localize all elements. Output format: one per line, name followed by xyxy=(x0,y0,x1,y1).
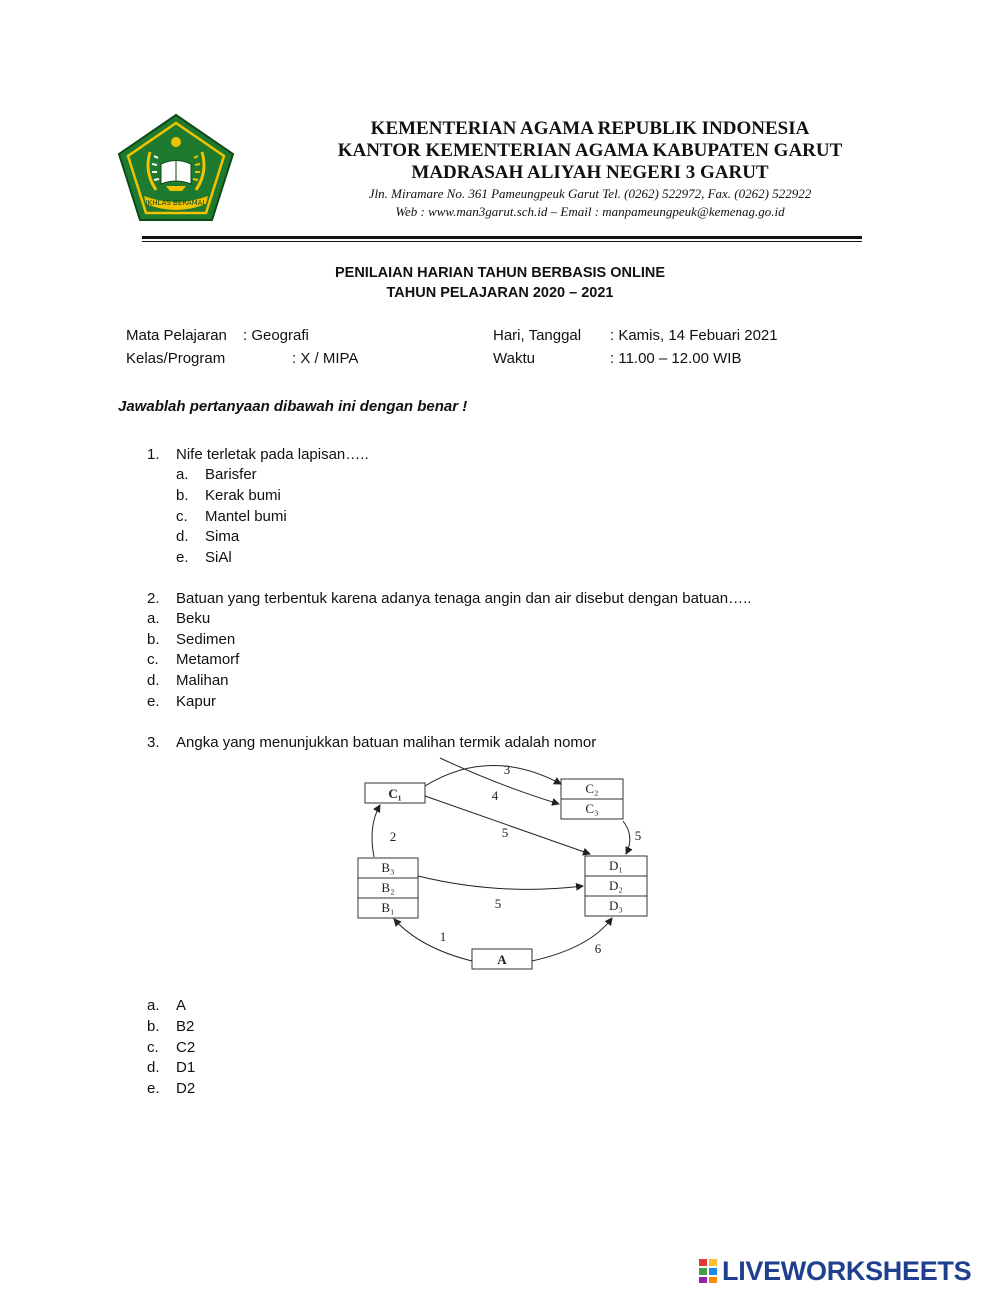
header-divider-thin xyxy=(142,241,862,242)
question-number: 2. xyxy=(147,590,160,607)
option-letter: b. xyxy=(176,487,189,504)
label-5-middle: 5 xyxy=(494,896,502,911)
box-d2-label: D₂ xyxy=(609,878,623,893)
option-letter: c. xyxy=(147,1039,159,1056)
option-text: Kerak bumi xyxy=(205,487,281,504)
label-5-right: 5 xyxy=(634,828,642,843)
brand-name: LIVEWORKSHEETS xyxy=(722,1255,972,1286)
label-5-top: 5 xyxy=(501,825,509,840)
option-letter: d. xyxy=(176,528,189,545)
question-text: Nife terletak pada lapisan….. xyxy=(176,446,369,463)
label-6: 6 xyxy=(594,941,602,956)
option-text: Mantel bumi xyxy=(205,508,287,525)
exam-title: PENILAIAN HARIAN TAHUN BERBASIS ONLINE xyxy=(334,265,666,281)
arrow-4 xyxy=(440,758,559,804)
exam-year: TAHUN PELAJARAN 2020 – 2021 xyxy=(386,285,614,301)
question-number: 3. xyxy=(147,734,160,751)
subject-value: : Geografi xyxy=(243,327,309,344)
option-letter: a. xyxy=(176,466,189,483)
subject-label: Mata Pelajaran xyxy=(126,327,227,344)
option-letter: d. xyxy=(147,1059,160,1076)
liveworksheets-brand[interactable] xyxy=(698,1254,971,1288)
option-letter: d. xyxy=(147,672,160,689)
question-number: 1. xyxy=(147,446,160,463)
class-value: : X / MIPA xyxy=(292,350,359,367)
box-c2-label: C₂ xyxy=(585,781,599,796)
option-letter: e. xyxy=(176,549,189,566)
time-value: : 11.00 – 12.00 WIB xyxy=(610,350,742,367)
box-c1-label: C₁ xyxy=(388,786,402,801)
question-text: Angka yang menunjukkan batuan malihan termik adalah nomor xyxy=(176,734,597,751)
box-d3-label: D₃ xyxy=(609,898,623,913)
option-text: Sima xyxy=(205,528,240,545)
class-label: Kelas/Program xyxy=(126,350,226,367)
option-letter: e. xyxy=(147,1080,160,1097)
arrow-1 xyxy=(394,919,472,961)
label-3: 3 xyxy=(503,762,511,777)
box-b1-label: B₁ xyxy=(381,900,395,915)
box-d1-label: D₁ xyxy=(609,858,623,873)
arrow-5-right xyxy=(623,821,630,854)
option-text: Malihan xyxy=(176,672,229,689)
arrow-2 xyxy=(372,805,380,857)
option-text: Kapur xyxy=(176,693,217,710)
liveworksheets-logo-icon xyxy=(698,1258,718,1284)
box-c3-label: C₃ xyxy=(585,801,599,816)
option-text: B2 xyxy=(176,1018,195,1035)
label-1: 1 xyxy=(439,929,447,944)
header-web: Web : www.man3garut.sch.id – Email : manpameungpeuk@kemenag.go.id xyxy=(395,204,785,219)
label-2: 2 xyxy=(389,829,397,844)
time-label: Waktu xyxy=(493,350,535,367)
question-text: Batuan yang terbentuk karena adanya tenaga angin dan air disebut dengan batuan….. xyxy=(176,590,752,607)
option-text: D2 xyxy=(176,1080,196,1097)
option-text: A xyxy=(176,997,187,1014)
option-letter: b. xyxy=(147,631,160,648)
option-text: SiAl xyxy=(205,549,232,566)
box-b3-label: B₃ xyxy=(381,860,395,875)
option-letter: c. xyxy=(147,651,159,668)
header-divider-thick xyxy=(142,236,862,239)
option-text: Beku xyxy=(176,610,211,627)
arrow-5-middle xyxy=(418,876,583,889)
option-letter: a. xyxy=(147,997,160,1014)
label-4: 4 xyxy=(491,788,499,803)
day-value: : Kamis, 14 Febuari 2021 xyxy=(610,327,778,344)
option-letter: c. xyxy=(176,508,188,525)
arrow-3 xyxy=(425,765,561,786)
option-text: Metamorf xyxy=(176,651,240,668)
instruction: Jawablah pertanyaan dibawah ini dengan benar ! xyxy=(118,398,468,415)
option-letter: e. xyxy=(147,693,160,710)
option-text: D1 xyxy=(176,1059,196,1076)
header-office: KANTOR KEMENTERIAN AGAMA KABUPATEN GARUT xyxy=(337,140,843,161)
header-school: MADRASAH ALIYAH NEGERI 3 GARUT xyxy=(411,162,769,183)
box-a-label: A xyxy=(497,952,507,967)
option-text: C2 xyxy=(176,1039,196,1056)
day-label: Hari, Tanggal xyxy=(493,327,582,344)
header-ministry: KEMENTERIAN AGAMA REPUBLIK INDONESIA xyxy=(370,118,810,139)
option-letter: a. xyxy=(147,610,160,627)
logo-motto: IKHLAS BERAMAL xyxy=(145,199,207,207)
box-b2-label: B₂ xyxy=(381,880,395,895)
rock-cycle-diagram xyxy=(350,756,660,976)
header-address: Jln. Miramare No. 361 Pameungpeuk Garut Tel. (0262) 522972, Fax. (0262) 522922 xyxy=(368,186,812,201)
option-text: Barisfer xyxy=(205,466,257,483)
option-text: Sedimen xyxy=(176,631,236,648)
option-letter: b. xyxy=(147,1018,160,1035)
